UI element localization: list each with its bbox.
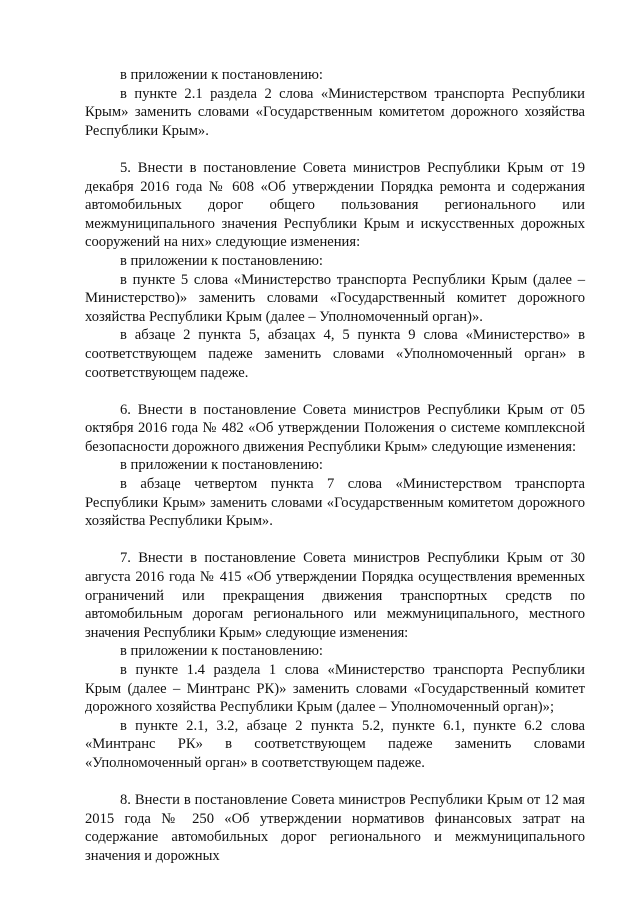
paragraph-item-5-9: в абзаце 2 пункта 5, абзацах 4, 5 пункта 9 слова «Министерство» в соответствующем падеже заменить словами «Уполномоченный орган» в соответствующем падеже. [85, 327, 585, 381]
paragraph-item-7: в абзаце четвертом пункта 7 слова «Министерством транспорта Республики Крым» заменить словами «Государственным комитетом дорожного хозяйства Республики Крым». [85, 476, 585, 530]
paragraph-item-2-1: в пункте 2.1 раздела 2 слова «Министерством транспорта Республики Крым» заменить словами «Государственным комитетом дорожного хозяйства Республики Крым». [85, 85, 585, 139]
paragraph-annex-intro-3: в приложении к постановлению: [120, 457, 323, 474]
paragraph-item-5: в пункте 5 слова «Министерство транспорта Республики Крым (далее – Министерство)» заменить словами «Государственный комитет дорожного хозяйства Республики Крым (далее – Уполномоченный орган)». [85, 271, 585, 325]
paragraph-section-6: 6. Внести в постановление Совета министров Республики Крым от 05 октября 2016 года № 482 «Об утверждении Положения о системе комплексной безопасности дорожного движения Республики Крым» следующие изменения: [85, 401, 585, 455]
paragraph-annex-intro-2: в приложении к постановлению: [120, 252, 323, 269]
paragraph-section-7: 7. Внести в постановление Совета министров Республики Крым от 30 августа 2016 года № 415 «Об утверждении Порядка осуществления временных ограничений или прекращения движения транспортных средств по автомобильным дорогам регионального или межмуниципального, местного значения Республики Крым» следующие изменения: [85, 550, 585, 641]
paragraph-section-8: 8. Внести в постановление Совета министров Республики Крым от 12 мая 2015 года № 250 «Об утверждении нормативов финансовых затрат на содержание автомобильных дорог регионального и межмуниципального значения и дорожных [85, 792, 585, 864]
paragraph-item-1-4: в пункте 1.4 раздела 1 слова «Министерство транспорта Республики Крым (далее – Минтранс РК)» заменить словами «Государственный комитет дорожного хозяйства Республики Крым (далее – Уполномоченный орган)»; [85, 662, 585, 716]
paragraph-annex-intro-1: в приложении к постановлению: [120, 67, 323, 83]
paragraph-items-2-6: в пункте 2.1, 3.2, абзаце 2 пункта 5.2, пункте 6.1, пункте 6.2 слова «Минтранс РК» в соответствующем падеже заменить словами «Уполномоченный орган» в соответствующем падеже. [85, 717, 585, 771]
paragraph-annex-intro-4: в приложении к постановлению: [120, 643, 323, 660]
document-body [85, 66, 585, 866]
paragraph-section-5: 5. Внести в постановление Совета министров Республики Крым от 19 декабря 2016 года № 608 «Об утверждении Порядка ремонта и содержания автомобильных дорог общего пользования регионального или межмуниципального значения Республики Крым и искусственных дорожных сооружений на них» следующие изменения: [85, 159, 585, 251]
